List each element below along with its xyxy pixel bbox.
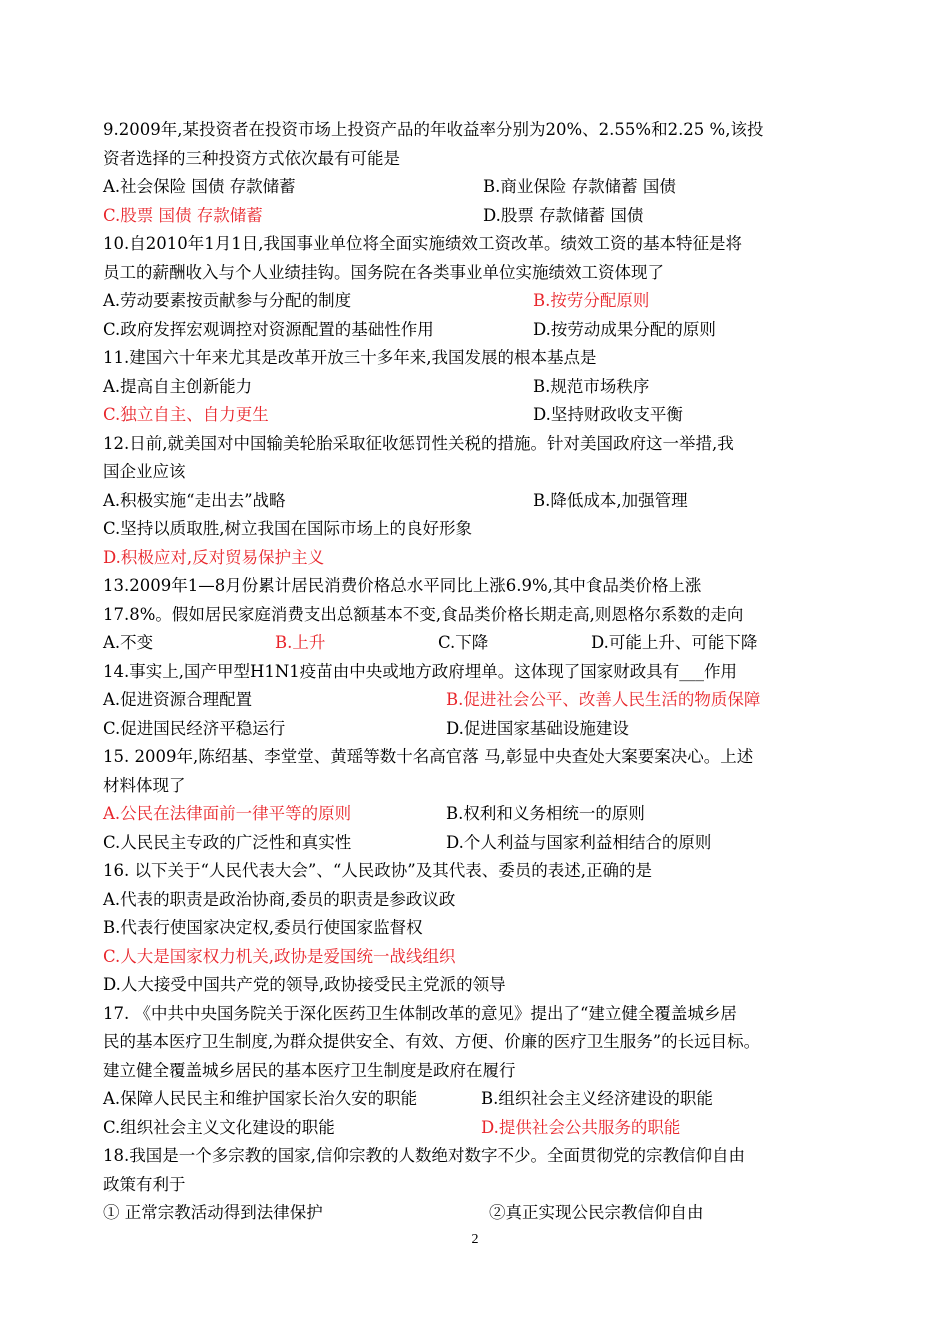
q13-option-d: D.可能上升、可能下降 [591, 633, 758, 652]
q13-option-b-answer: B.上升 [275, 633, 326, 652]
q17-stem-line3: 建立健全覆盖城乡居民的基本医疗卫生制度是政府在履行 [103, 1060, 516, 1080]
q11-stem-line1: 11.建国六十年来尤其是改革开放三十多年来,我国发展的根本基点是 [103, 348, 597, 367]
q18-option-2: ②真正实现公民宗教信仰自由 [489, 1203, 704, 1222]
q12-options-ab [103, 487, 863, 516]
q15-options-cd [103, 829, 863, 858]
q18-option-1: ① 正常宗教活动得到法律保护 [103, 1203, 323, 1222]
q14-options-cd [103, 715, 863, 744]
q10-option-b-answer: B.按劳分配原则 [533, 291, 650, 310]
q13-options [103, 629, 863, 658]
document-page [103, 116, 863, 1228]
q15-options-ab [103, 800, 863, 829]
q18-stem-line2: 政策有利于 [103, 1174, 186, 1194]
q11-option-a: A.提高自主创新能力 [103, 376, 253, 396]
q10-stem-line2: 员工的薪酬收入与个人业绩挂钩。国务院在各类事业单位实施绩效工资体现了 [103, 262, 664, 282]
q12-option-c: C.坚持以质取胜,树立我国在国际市场上的良好形象 [103, 519, 473, 538]
q16-stem-line1: 16. 以下关于“人民代表大会”、“人民政协”及其代表、委员的表述,正确的是 [103, 861, 652, 880]
q12-stem-line2: 国企业应该 [103, 462, 186, 481]
q9-stem-line2: 资者选择的三种投资方式依次最有可能是 [103, 148, 400, 168]
q17-options-ab [103, 1085, 863, 1114]
q14-option-c: C.促进国民经济平稳运行 [103, 718, 286, 738]
q10-option-c: C.政府发挥宏观调控对资源配置的基础性作用 [103, 319, 434, 339]
q12-option-d-answer: D.积极应对,反对贸易保护主义 [103, 547, 325, 567]
q12-stem-line1: 12.日前,就美国对中国输美轮胎采取征收惩罚性关税的措施。针对美国政府这一举措,我 [103, 433, 734, 453]
q14-stem-line1: 14.事实上,国产甲型H1N1疫苗由中央或地方政府埋单。这体现了国家财政具有___作用 [103, 661, 738, 681]
q11-option-b: B.规范市场秩序 [533, 376, 650, 396]
q14-option-b-answer: B.促进社会公平、改善人民生活的物质保障 [446, 690, 761, 709]
page-number: 2 [471, 1232, 479, 1247]
q15-stem-line1: 15. 2009年,陈绍基、李堂堂、黄瑶等数十名高官落 马,彰显中央查处大案要案决心。上述 [103, 747, 754, 766]
q15-option-c: C.人民民主专政的广泛性和真实性 [103, 832, 352, 852]
q11-options-ab [103, 373, 863, 402]
q16-option-d: D.人大接受中国共产党的领导,政协接受民主党派的领导 [103, 975, 506, 994]
q17-option-d-answer: D.提供社会公共服务的职能 [481, 1117, 681, 1137]
q16-option-b: B.代表行使国家决定权,委员行使国家监督权 [103, 918, 423, 937]
q15-option-a-answer: A.公民在法律面前一律平等的原则 [103, 804, 352, 823]
q10-stem-line1: 10.自2010年1月1日,我国事业单位将全面实施绩效工资改革。绩效工资的基本特征是将 [103, 234, 742, 253]
q9-option-c-answer: C.股票 国债 存款储蓄 [103, 205, 263, 225]
q17-option-b: B.组织社会主义经济建设的职能 [481, 1089, 713, 1108]
q12-option-a: A.积极实施“走出去”战略 [103, 490, 286, 510]
q17-option-a: A.保障人民民主和维护国家长治久安的职能 [103, 1089, 418, 1108]
q9-option-b: B.商业保险 存款储蓄 国债 [483, 177, 676, 196]
q18-stem-line1: 18.我国是一个多宗教的国家,信仰宗教的人数绝对数字不少。全面贯彻党的宗教信仰自由 [103, 1146, 745, 1165]
q9-options-cd [103, 202, 863, 231]
q13-option-a: A.不变 [103, 633, 154, 652]
q17-option-c: C.组织社会主义文化建设的职能 [103, 1117, 335, 1137]
q13-option-c: C.下降 [438, 633, 489, 652]
q13-stem-line2: 17.8%。假如居民家庭消费支出总额基本不变,食品类价格长期走高,则恩格尔系数的走向 [103, 604, 744, 624]
q9-options-ab [103, 173, 863, 202]
q9-option-a: A.社会保险 国债 存款储蓄 [103, 177, 296, 196]
q11-option-c-answer: C.独立自主、自力更生 [103, 405, 269, 424]
q16-option-a: A.代表的职责是政治协商,委员的职责是参政议政 [103, 889, 456, 909]
q17-stem-line1: 17. 《中共中央国务院关于深化医药卫生体制改革的意见》提出了“建立健全覆盖城乡居 [103, 1003, 737, 1023]
q11-option-d: D.坚持财政收支平衡 [533, 405, 683, 424]
q10-option-d: D.按劳动成果分配的原则 [533, 319, 716, 339]
q18-options-12 [103, 1199, 863, 1228]
q9-option-d: D.股票 存款储蓄 国债 [483, 205, 644, 225]
q13-stem-line1: 13.2009年1—8月份累计居民消费价格总水平同比上涨6.9%,其中食品类价格上涨 [103, 576, 702, 595]
q17-options-cd [103, 1114, 863, 1143]
q14-option-d: D.促进国家基础设施建设 [446, 718, 629, 738]
q14-option-a: A.促进资源合理配置 [103, 690, 253, 709]
q16-option-c-answer: C.人大是国家权力机关,政协是爱国统一战线组织 [103, 946, 456, 966]
q12-option-b: B.降低成本,加强管理 [533, 490, 688, 510]
q9-stem-line1: 9.2009年,某投资者在投资市场上投资产品的年收益率分别为20%、2.55%和2.25 %,该投 [103, 120, 764, 139]
q10-options-cd [103, 316, 863, 345]
q10-option-a: A.劳动要素按贡献参与分配的制度 [103, 291, 352, 310]
q14-options-ab [103, 686, 863, 715]
q15-option-d: D.个人利益与国家利益相结合的原则 [446, 832, 712, 852]
q17-stem-line2: 民的基本医疗卫生制度,为群众提供安全、有效、方便、价廉的医疗卫生服务”的长远目标。 [103, 1032, 761, 1051]
q11-options-cd [103, 401, 863, 430]
q10-options-ab [103, 287, 863, 316]
q15-option-b: B.权利和义务相统一的原则 [446, 804, 645, 823]
q15-stem-line2: 材料体现了 [103, 775, 186, 795]
